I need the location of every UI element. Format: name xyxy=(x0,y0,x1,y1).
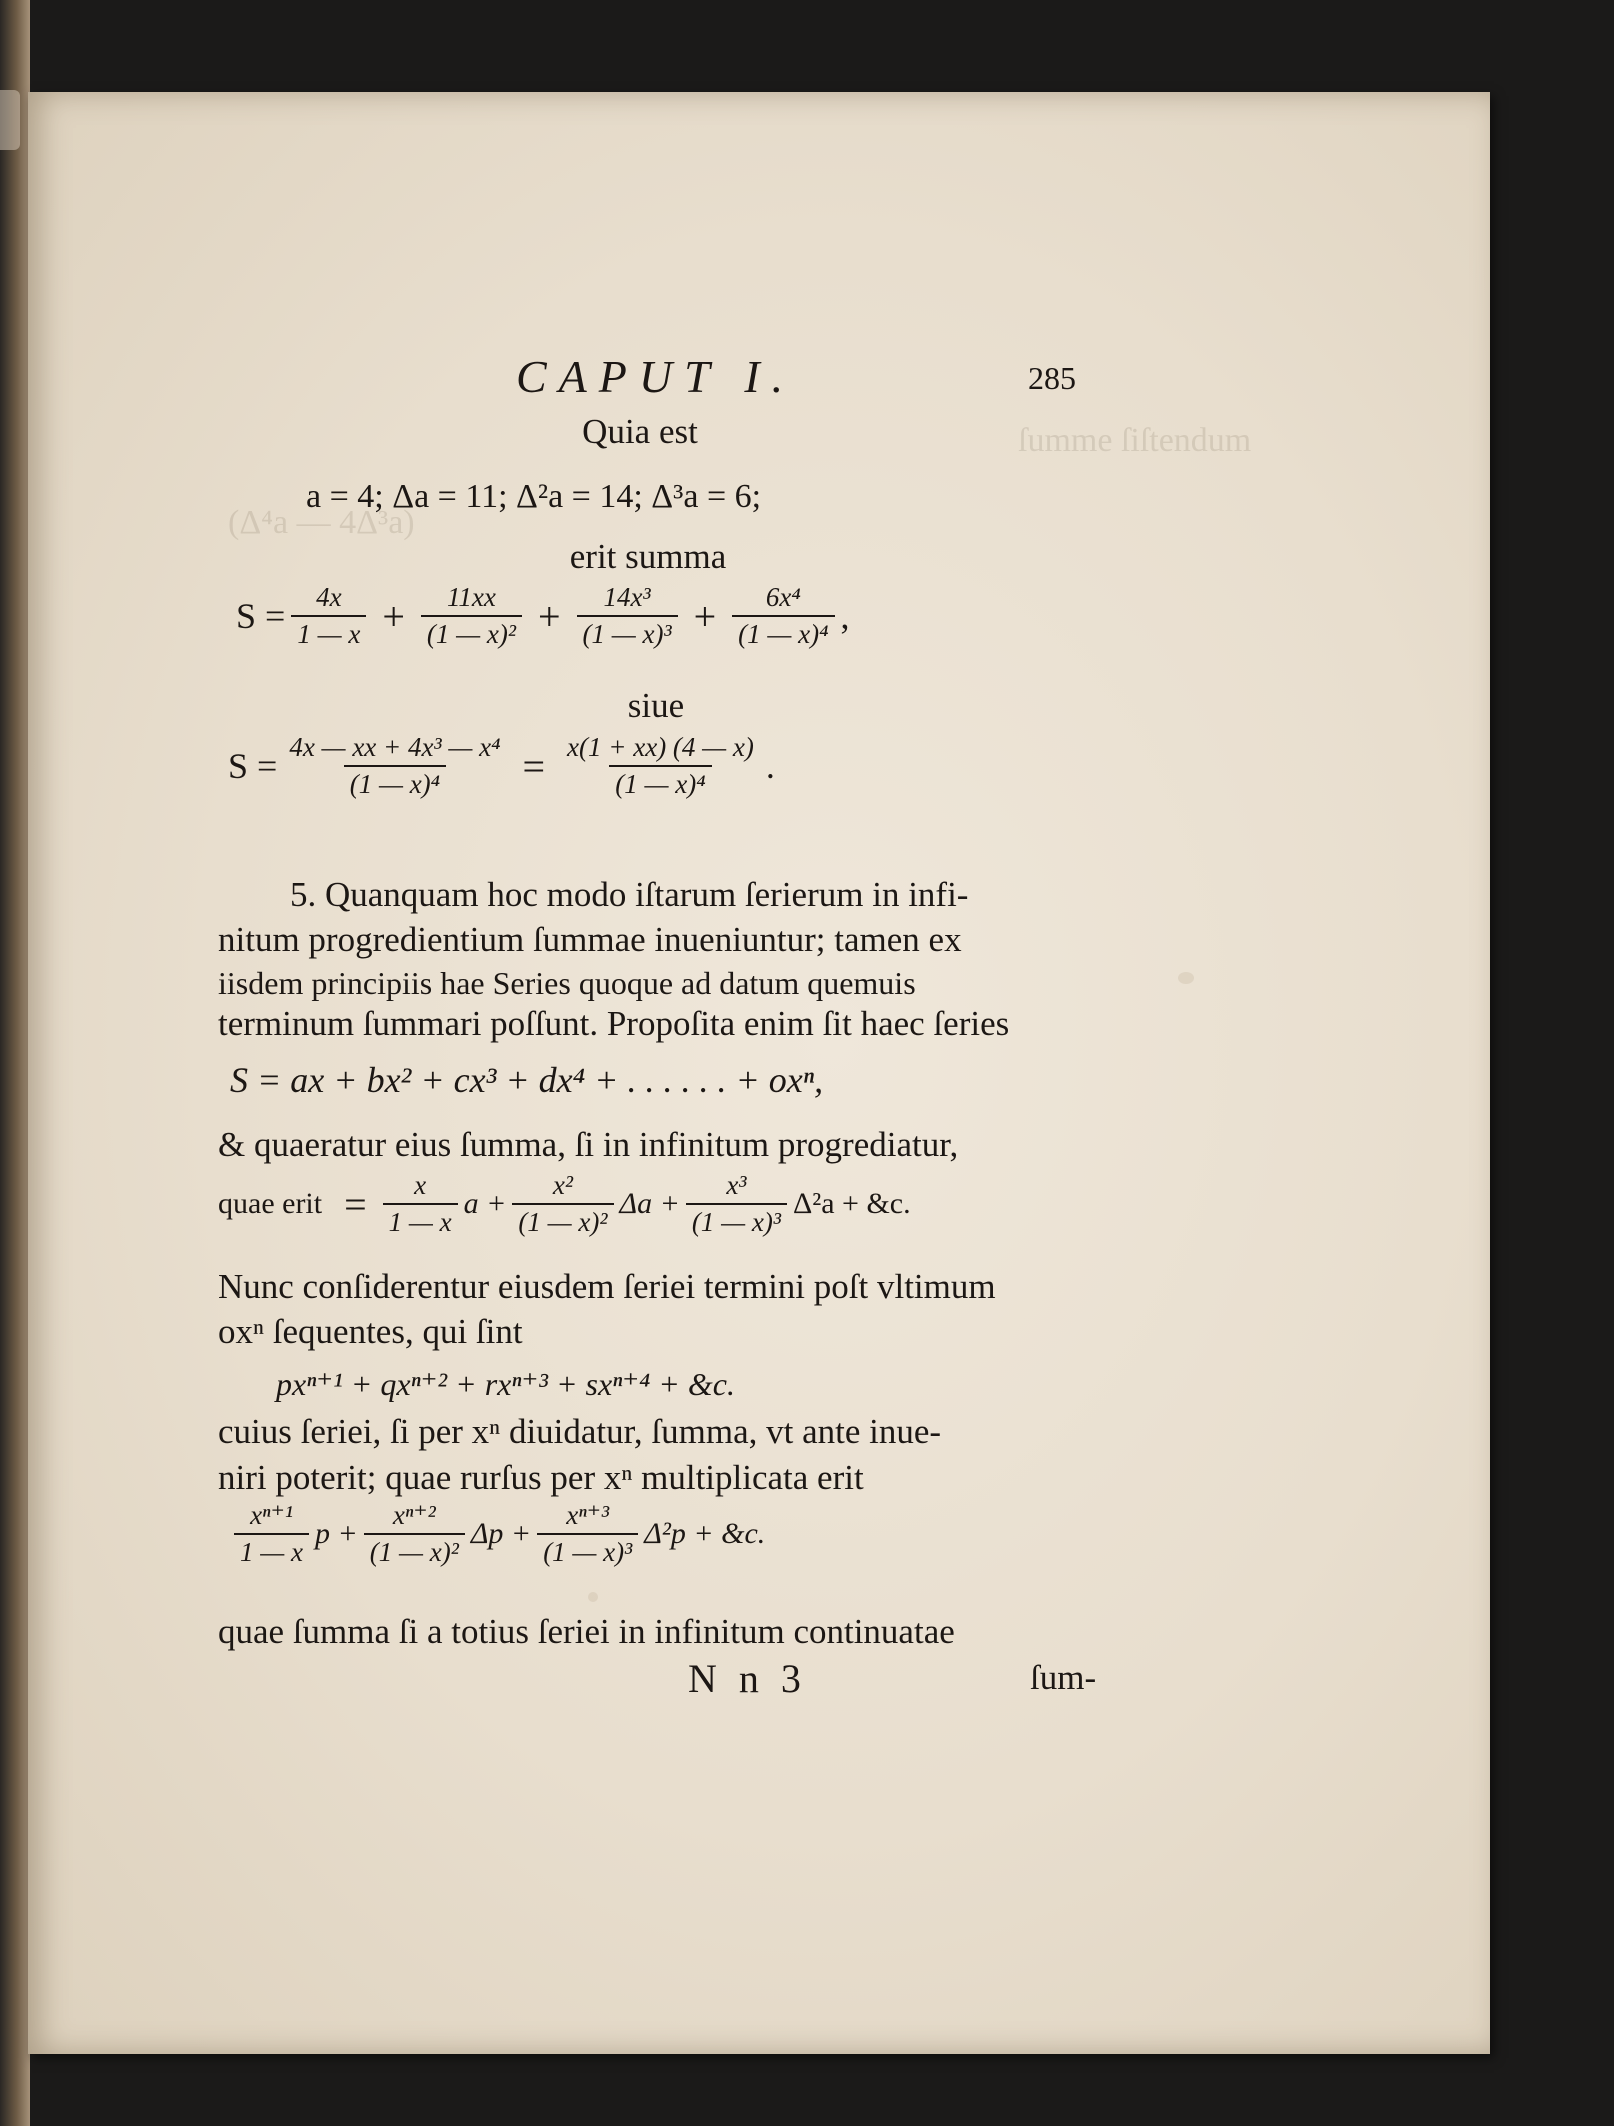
numerator: x(1 + xx) (4 — x) xyxy=(567,732,754,762)
denominator: (1 — x)⁴ xyxy=(609,765,711,800)
fraction xyxy=(732,582,834,650)
numerator: x² xyxy=(552,1170,573,1200)
show-through-text: ſumme ſiſtendum xyxy=(1018,422,1252,459)
running-title: CAPUT I. xyxy=(516,351,796,402)
book-page xyxy=(28,92,1490,2054)
denominator: (1 — x)² xyxy=(421,615,522,650)
fraction xyxy=(537,1500,638,1568)
paragraph-line: Nunc conſiderentur eiusdem ſeriei termini poſt vltimum xyxy=(218,1267,996,1306)
fraction xyxy=(291,582,366,650)
fraction xyxy=(383,1170,458,1238)
fraction xyxy=(512,1170,613,1238)
denominator: 1 — x xyxy=(291,615,366,650)
formula-series: S = ax + bx² + cx³ + dx⁴ + . . . . . . + oxⁿ, xyxy=(230,1060,824,1100)
numerator: x³ xyxy=(726,1170,747,1200)
denominator: 1 — x xyxy=(234,1533,309,1568)
foxing-spot xyxy=(1178,972,1194,984)
catchword: ſum- xyxy=(1030,1658,1097,1697)
paragraph-line: nitum progredientium ſummae inueniuntur; tamen ex xyxy=(218,920,962,959)
paragraph-line: niri poterit; quae rurſus per xⁿ multiplicata erit xyxy=(218,1458,864,1497)
paragraph-line: terminum ſummari poſſunt. Propoſita enim ſit haec ſeries xyxy=(218,1004,1010,1043)
equals-sign: = xyxy=(344,1181,367,1227)
term-suffix: Δ²a + &c. xyxy=(792,1187,911,1220)
denominator: (1 — x)⁴ xyxy=(732,615,834,650)
comma: , xyxy=(840,596,850,636)
s-label: S = xyxy=(236,596,286,636)
term-suffix: a + xyxy=(463,1187,507,1220)
foxing-spot xyxy=(588,1592,598,1602)
fraction xyxy=(577,582,678,650)
term-suffix: Δ²p + &c. xyxy=(644,1517,766,1550)
page-number: 285 xyxy=(1028,360,1076,396)
denominator: (1 — x)² xyxy=(512,1203,613,1238)
numerator: 4x — xx + 4x³ — x⁴ xyxy=(289,732,501,762)
term-suffix: Δa + xyxy=(619,1187,680,1220)
fraction xyxy=(283,732,506,800)
numerator: xⁿ⁺³ xyxy=(566,1500,610,1530)
numerator: x xyxy=(414,1170,427,1200)
period: . xyxy=(765,746,775,786)
paragraph-line: & quaeratur eius ſumma, ſi in infinitum progrediatur, xyxy=(218,1125,959,1164)
numerator: 6x⁴ xyxy=(765,582,801,612)
text-siue: siue xyxy=(627,686,685,725)
denominator: (1 — x)² xyxy=(364,1533,465,1568)
term-suffix: p + xyxy=(315,1517,358,1550)
fraction xyxy=(364,1500,465,1568)
numerator: 14x³ xyxy=(603,582,651,612)
formula-combined xyxy=(228,732,775,800)
signature-mark: N n 3 xyxy=(688,1656,807,1701)
plus-sign: + xyxy=(382,593,405,639)
paragraph-line: iisdem principiis hae Series quoque ad datum quemuis xyxy=(218,965,916,1001)
fraction xyxy=(234,1500,309,1568)
text-erit-summa: erit summa xyxy=(569,537,727,576)
fraction xyxy=(421,582,522,650)
adjacent-page-fragment xyxy=(0,90,20,150)
numerator: xⁿ⁺² xyxy=(392,1500,436,1530)
s-label: S = xyxy=(228,746,278,786)
formula-values: a = 4; Δa = 11; Δ²a = 14; Δ³a = 6; xyxy=(306,478,762,515)
formula-quae-erit xyxy=(218,1170,911,1238)
formula-sum-fractions xyxy=(236,582,850,650)
denominator: (1 — x)⁴ xyxy=(344,765,446,800)
paragraph-line: quae ſumma ſi a totius ſeriei in infinitum continuatae xyxy=(218,1612,955,1651)
denominator: (1 — x)³ xyxy=(537,1533,638,1568)
denominator: (1 — x)³ xyxy=(577,615,678,650)
numerator: xⁿ⁺¹ xyxy=(250,1500,293,1530)
term-suffix: Δp + xyxy=(470,1517,532,1550)
paragraph-line: oxⁿ ſequentes, qui ſint xyxy=(218,1312,523,1351)
denominator: 1 — x xyxy=(383,1203,458,1238)
fraction xyxy=(561,732,760,800)
paragraph-line: cuius ſeriei, ſi per xⁿ diuidatur, ſumma, vt ante inue- xyxy=(218,1412,942,1451)
equals-sign: = xyxy=(522,743,546,789)
plus-sign: + xyxy=(693,593,717,639)
fraction xyxy=(686,1170,787,1238)
plus-sign: + xyxy=(537,593,561,639)
formula-series-continuation: pxⁿ⁺¹ + qxⁿ⁺² + rxⁿ⁺³ + sxⁿ⁺⁴ + &c. xyxy=(276,1366,735,1402)
text-quae-erit: quae erit xyxy=(218,1187,323,1220)
formula-multiplied-sum xyxy=(228,1500,765,1568)
numerator: 4x xyxy=(316,582,342,612)
numerator: 11xx xyxy=(446,582,496,612)
show-through-text: (Δ⁴a — 4Δ³a) xyxy=(228,504,415,541)
denominator: (1 — x)³ xyxy=(686,1203,787,1238)
paragraph-line: 5. Quanquam hoc modo iſtarum ſerierum in infi- xyxy=(290,875,969,914)
text-quia-est: Quia est xyxy=(582,412,698,451)
adjacent-page-edge xyxy=(0,0,30,2126)
